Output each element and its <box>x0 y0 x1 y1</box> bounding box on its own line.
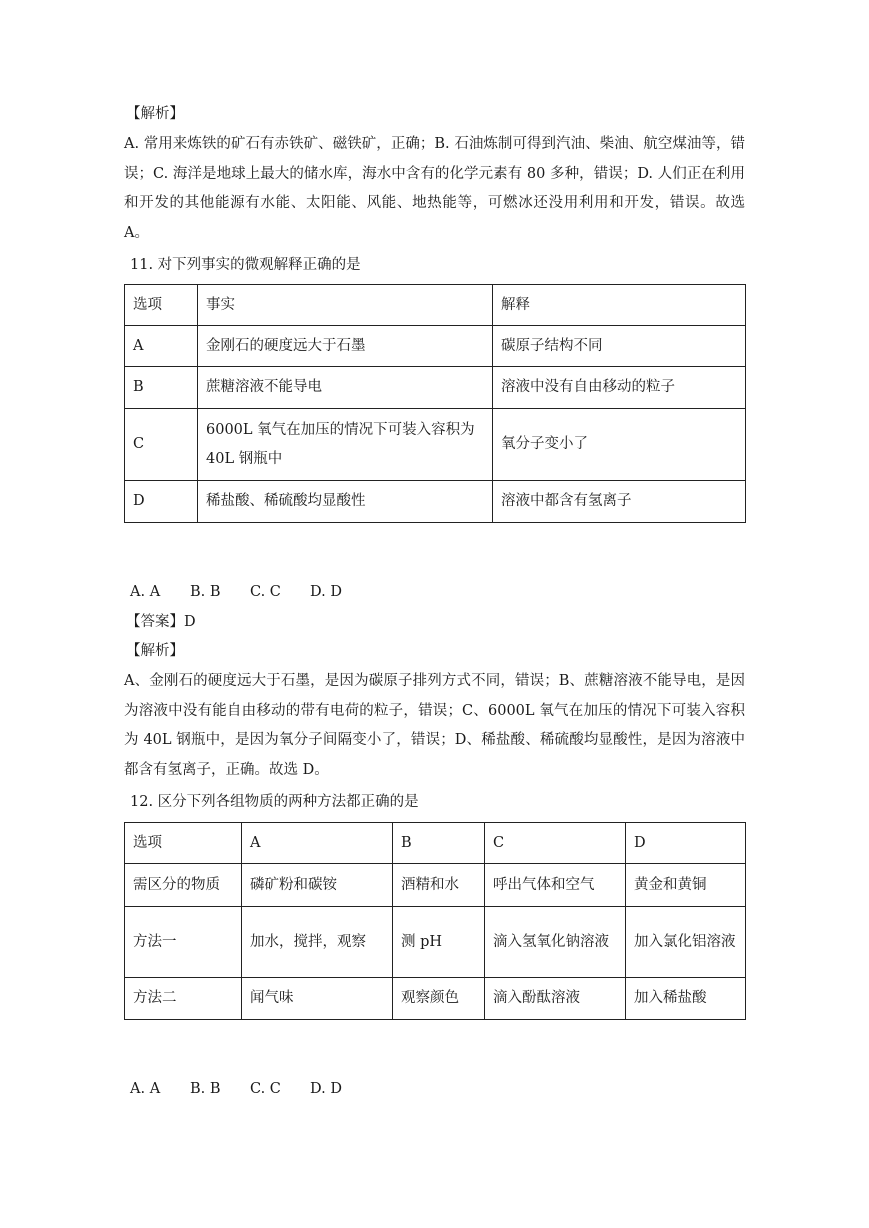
option-d: D. D <box>310 584 342 600</box>
table-cell: A <box>125 326 198 367</box>
table-cell: D <box>626 823 746 864</box>
table-row <box>125 481 746 523</box>
question-11-table <box>124 284 746 523</box>
table-cell: 6000L 氧气在加压的情况下可装入容积为 40L 钢瓶中 <box>198 409 493 481</box>
option-b: B. B <box>190 1081 221 1097</box>
table-cell: 加入氯化铝溶液 <box>626 907 746 978</box>
table-cell: 呼出气体和空气 <box>485 864 626 907</box>
analysis-label: 【解析】 <box>126 106 184 122</box>
table-cell: 溶液中没有自由移动的粒子 <box>493 367 746 409</box>
table-cell: 磷矿粉和碳铵 <box>242 864 393 907</box>
table-cell: D <box>125 481 198 523</box>
answer-value: D <box>184 614 196 630</box>
question-11-options <box>130 582 342 602</box>
question-12-options <box>130 1079 342 1099</box>
table-cell: 观察颜色 <box>393 978 485 1020</box>
table-row <box>125 409 746 481</box>
analysis-paragraph: A、金刚石的硬度远大于石墨，是因为碳原子排列方式不同，错误；B、蔗糖溶液不能导电，是因为溶液中没有能自由移动的带有电荷的粒子，错误；C、6000L 氧气在加压的情况下可装入容积为 40L 钢瓶中，是因为氧分子间隔变小了，错误；D、稀盐酸、稀硫酸均显酸性，是因为溶液中都含有氢离子，正确。故选 D。 <box>124 673 745 778</box>
table-cell: 加入稀盐酸 <box>626 978 746 1020</box>
table-cell: 稀盐酸、稀硫酸均显酸性 <box>198 481 493 523</box>
question-12: 12. 区分下列各组物质的两种方法都正确的是 <box>130 794 419 810</box>
answer-label: 【答案】 <box>126 614 184 630</box>
table-cell: 碳原子结构不同 <box>493 326 746 367</box>
table-cell: A <box>242 823 393 864</box>
analysis-label: 【解析】 <box>126 643 184 659</box>
table-cell: C <box>125 409 198 481</box>
table-cell: 测 pH <box>393 907 485 978</box>
option-b: B. B <box>190 584 221 600</box>
table-cell: 加水，搅拌，观察 <box>242 907 393 978</box>
table-row <box>125 367 746 409</box>
table-cell: B <box>125 367 198 409</box>
question-11: 11. 对下列事实的微观解释正确的是 <box>130 257 361 273</box>
table-cell: 解释 <box>493 285 746 326</box>
table-header-row <box>125 823 746 864</box>
table-row <box>125 978 746 1020</box>
table-cell: B <box>393 823 485 864</box>
option-c: C. C <box>250 584 281 600</box>
option-d: D. D <box>310 1081 342 1097</box>
option-c: C. C <box>250 1081 281 1097</box>
table-cell: 需区分的物质 <box>125 864 242 907</box>
answer-line <box>126 612 196 632</box>
table-row <box>125 326 746 367</box>
table-cell: C <box>485 823 626 864</box>
question-12-table <box>124 822 746 1020</box>
table-cell: 滴入酚酞溶液 <box>485 978 626 1020</box>
option-a: A. A <box>130 1081 161 1097</box>
table-cell: 方法一 <box>125 907 242 978</box>
table-cell: 选项 <box>125 285 198 326</box>
table-row <box>125 864 746 907</box>
table-cell: 方法二 <box>125 978 242 1020</box>
table-cell: 金刚石的硬度远大于石墨 <box>198 326 493 367</box>
table-cell: 事实 <box>198 285 493 326</box>
table-cell: 选项 <box>125 823 242 864</box>
analysis-paragraph: A. 常用来炼铁的矿石有赤铁矿、磁铁矿，正确；B. 石油炼制可得到汽油、柴油、航空煤油等，错误；C. 海洋是地球上最大的储水库，海水中含有的化学元素有 80 多种，错误；D. 人们正在利用和开发的其他能源有水能、太阳能、风能、地热能等，可燃冰还没用利用和开发，错误。故选 A。 <box>124 136 745 241</box>
table-cell: 蔗糖溶液不能导电 <box>198 367 493 409</box>
table-cell: 黄金和黄铜 <box>626 864 746 907</box>
table-cell: 滴入氢氧化钠溶液 <box>485 907 626 978</box>
table-cell: 酒精和水 <box>393 864 485 907</box>
table-cell: 溶液中都含有氢离子 <box>493 481 746 523</box>
table-cell: 氧分子变小了 <box>493 409 746 481</box>
table-cell: 闻气味 <box>242 978 393 1020</box>
table-header-row <box>125 285 746 326</box>
table-row <box>125 907 746 978</box>
option-a: A. A <box>130 584 161 600</box>
